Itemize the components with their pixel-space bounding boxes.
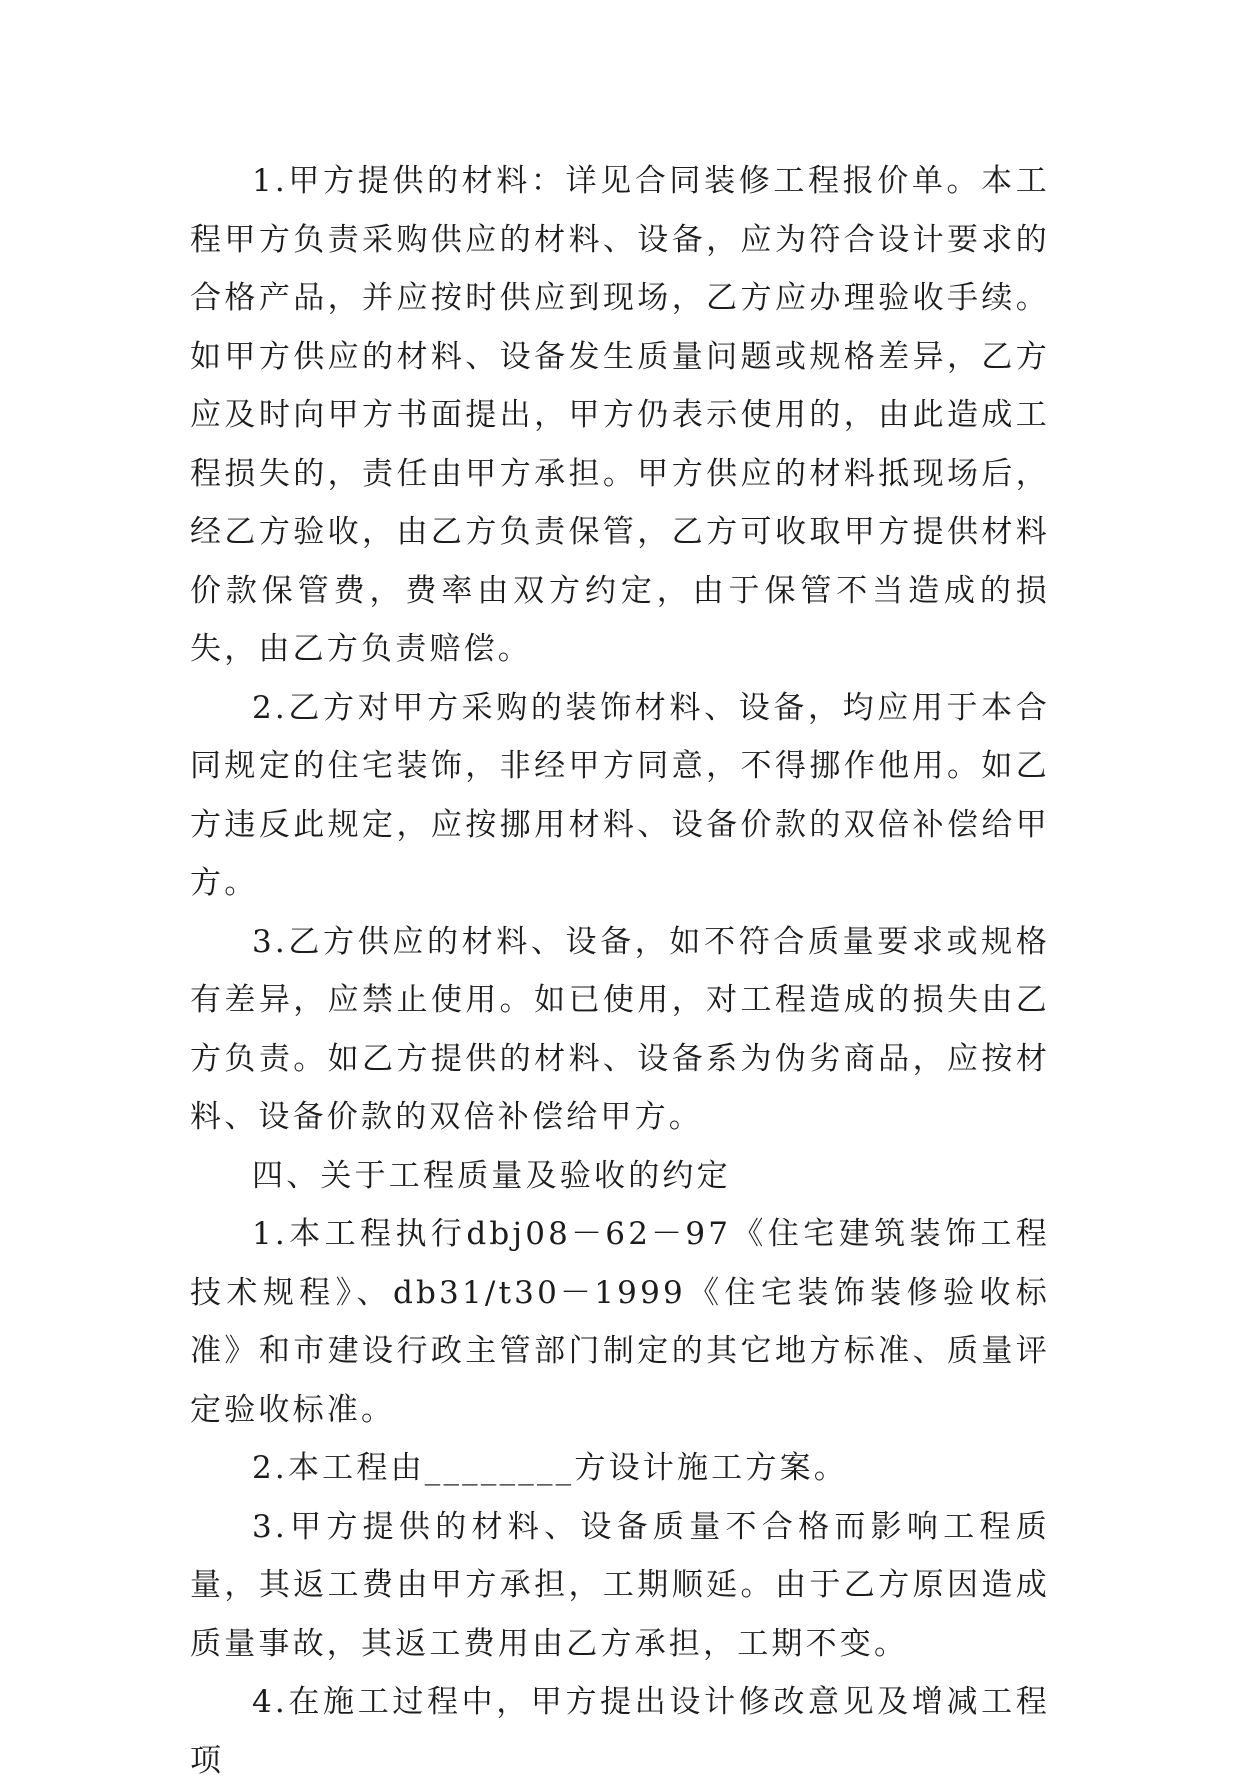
document-body: [190, 152, 1050, 1790]
section-heading-quality-acceptance: 四、关于工程质量及验收的约定: [252, 1157, 731, 1194]
paragraph-standards: 1.本工程执行dbj08－62－97《住宅建筑装饰工程技术规程》、db31/t30－1999《住宅装饰装修验收标准》和市建设行政主管部门制定的其它地方标准、质量评定验收标准。: [190, 1216, 1050, 1428]
paragraph-materials-usage: 2.乙方对甲方采购的装饰材料、设备，均应用于本合同规定的住宅装饰，非经甲方同意，不得挪作他用。如乙方违反此规定，应按挪用材料、设备价款的双倍补偿给甲方。: [190, 689, 1050, 901]
paragraph-design-changes: 4.在施工过程中，甲方提出设计修改意见及增减工程项: [190, 1684, 1050, 1779]
paragraph-design-party: 2.本工程由________方设计施工方案。: [252, 1450, 848, 1486]
paragraph-supplied-materials: 1.甲方提供的材料：详见合同装修工程报价单。本工程甲方负责采购供应的材料、设备，应为符合设计要求的合格产品，并应按时供应到现场，乙方应办理验收手续。如甲方供应的材料、设备发生质量问题或规格差异，乙方应及时向甲方书面提出，甲方仍表示使用的，由此造成工程损失的，责任由甲方承担。甲方供应的材料抵现场后，经乙方验收，由乙方负责保管，乙方可收取甲方提供材料价款保管费，费率由双方约定，由于保管不当造成的损失，由乙方负责赔偿。: [190, 163, 1050, 667]
paragraph-contractor-materials: 3.乙方供应的材料、设备，如不符合质量要求或规格有差异，应禁止使用。如已使用，对工程造成的损失由乙方负责。如乙方提供的材料、设备系为伪劣商品，应按材料、设备价款的双倍补偿给甲方。: [190, 923, 1050, 1135]
paragraph-rework-cost: 3.甲方提供的材料、设备质量不合格而影响工程质量，其返工费由甲方承担，工期顺延。由于乙方原因造成质量事故，其返工费用由乙方承担，工期不变。: [190, 1508, 1050, 1662]
